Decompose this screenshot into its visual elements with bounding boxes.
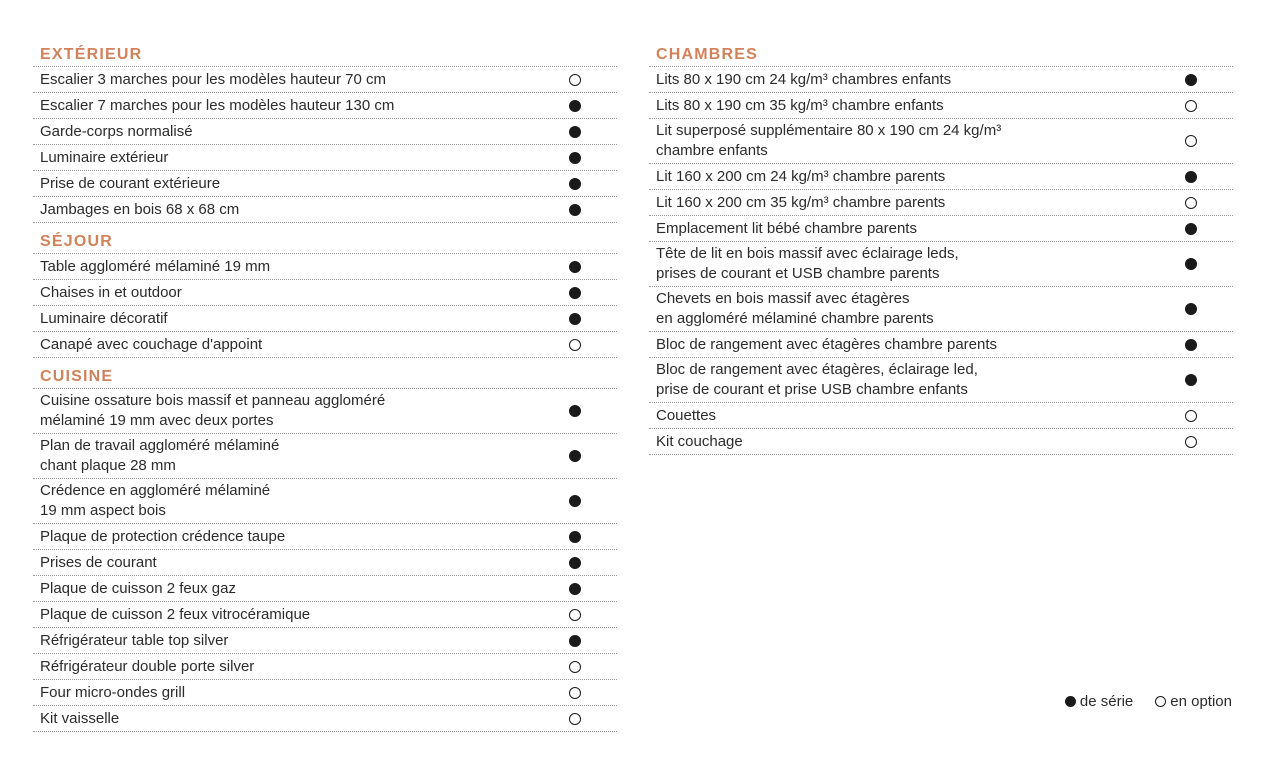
section-title: CHAMBRES bbox=[656, 46, 759, 63]
equipment-label: Kit vaisselle bbox=[40, 709, 120, 727]
equipment-row bbox=[33, 576, 617, 602]
equipment-row bbox=[649, 119, 1233, 164]
equipment-label: Lit 160 x 200 cm 35 kg/m³ chambre parents bbox=[656, 193, 946, 211]
equipment-row bbox=[33, 145, 617, 171]
equipment-label: Table aggloméré mélaminé 19 mm bbox=[40, 257, 271, 275]
hollow-circle-icon bbox=[1185, 135, 1197, 147]
section bbox=[33, 231, 617, 358]
equipment-row bbox=[33, 628, 617, 654]
equipment-row bbox=[33, 389, 617, 434]
equipment-label: Réfrigérateur table top silver bbox=[40, 631, 229, 649]
equipment-label: Lit 160 x 200 cm 24 kg/m³ chambre parents bbox=[656, 167, 946, 185]
hollow-circle-icon bbox=[569, 339, 581, 351]
equipment-label: Lits 80 x 190 cm 24 kg/m³ chambres enfants bbox=[656, 70, 952, 88]
filled-circle-icon bbox=[569, 100, 581, 112]
equipment-row bbox=[649, 67, 1233, 93]
equipment-row bbox=[649, 242, 1233, 287]
filled-circle-icon bbox=[1065, 696, 1076, 707]
equipment-row bbox=[33, 254, 617, 280]
equipment-label: Canapé avec couchage d'appoint bbox=[40, 335, 263, 353]
equipment-label: Chaises in et outdoor bbox=[40, 283, 182, 301]
equipment-label: Luminaire extérieur bbox=[40, 148, 169, 166]
equipment-row bbox=[33, 306, 617, 332]
equipment-label: Emplacement lit bébé chambre parents bbox=[656, 219, 917, 237]
equipment-label: Plan de travail aggloméré mélaminé chant plaque 28 mm bbox=[40, 437, 280, 474]
hollow-circle-icon bbox=[569, 661, 581, 673]
section-title: SÉJOUR bbox=[40, 233, 113, 250]
hollow-circle-icon bbox=[1185, 197, 1197, 209]
equipment-row bbox=[649, 93, 1233, 119]
section bbox=[33, 44, 617, 223]
equipment-label: Chevets en bois massif avec étagères en aggloméré mélaminé chambre parents bbox=[656, 290, 934, 327]
equipment-label: Réfrigérateur double porte silver bbox=[40, 657, 255, 675]
hollow-circle-icon bbox=[569, 609, 581, 621]
equipment-label: Garde-corps normalisé bbox=[40, 122, 193, 140]
filled-circle-icon bbox=[1185, 339, 1197, 351]
equipment-label: Prises de courant bbox=[40, 553, 157, 571]
filled-circle-icon bbox=[569, 583, 581, 595]
legend bbox=[1065, 693, 1232, 710]
hollow-circle-icon bbox=[1185, 410, 1197, 422]
equipment-label: Escalier 3 marches pour les modèles hauteur 70 cm bbox=[40, 70, 386, 88]
equipment-row bbox=[33, 524, 617, 550]
equipment-label: Kit couchage bbox=[656, 432, 743, 450]
right-column bbox=[649, 44, 1233, 455]
equipment-row bbox=[649, 332, 1233, 358]
filled-circle-icon bbox=[1185, 74, 1197, 86]
equipment-list bbox=[33, 253, 617, 358]
equipment-label: Prise de courant extérieure bbox=[40, 174, 221, 192]
filled-circle-icon bbox=[1185, 223, 1197, 235]
filled-circle-icon bbox=[569, 531, 581, 543]
legend-standard bbox=[1065, 693, 1133, 710]
equipment-label: Cuisine ossature bois massif et panneau aggloméré mélaminé 19 mm avec deux portes bbox=[40, 392, 386, 429]
filled-circle-icon bbox=[569, 178, 581, 190]
section-title: EXTÉRIEUR bbox=[40, 46, 143, 63]
equipment-label: Plaque de protection crédence taupe bbox=[40, 527, 286, 545]
section bbox=[649, 44, 1233, 455]
equipment-label: Escalier 7 marches pour les modèles hauteur 130 cm bbox=[40, 96, 395, 114]
filled-circle-icon bbox=[569, 152, 581, 164]
equipment-row bbox=[33, 434, 617, 479]
left-column bbox=[33, 44, 617, 732]
equipment-row bbox=[33, 171, 617, 197]
hollow-circle-icon bbox=[1185, 436, 1197, 448]
equipment-row bbox=[33, 93, 617, 119]
filled-circle-icon bbox=[1185, 374, 1197, 386]
filled-circle-icon bbox=[569, 287, 581, 299]
equipment-row bbox=[649, 216, 1233, 242]
equipment-label: Jambages en bois 68 x 68 cm bbox=[40, 200, 240, 218]
equipment-row bbox=[33, 280, 617, 306]
hollow-circle-icon bbox=[569, 74, 581, 86]
equipment-label: Plaque de cuisson 2 feux gaz bbox=[40, 579, 236, 597]
equipment-label: Bloc de rangement avec étagères chambre parents bbox=[656, 335, 998, 353]
equipment-list bbox=[33, 66, 617, 223]
equipment-label: Crédence en aggloméré mélaminé 19 mm aspect bois bbox=[40, 482, 271, 519]
equipment-row bbox=[649, 403, 1233, 429]
hollow-circle-icon bbox=[569, 687, 581, 699]
equipment-row bbox=[33, 550, 617, 576]
equipment-label: Couettes bbox=[656, 406, 717, 424]
section-title: CUISINE bbox=[40, 368, 114, 385]
filled-circle-icon bbox=[569, 126, 581, 138]
legend-standard-label: de série bbox=[1079, 693, 1134, 710]
equipment-row bbox=[33, 680, 617, 706]
equipment-row bbox=[649, 287, 1233, 332]
hollow-circle-icon bbox=[569, 713, 581, 725]
filled-circle-icon bbox=[569, 450, 581, 462]
filled-circle-icon bbox=[569, 557, 581, 569]
filled-circle-icon bbox=[569, 635, 581, 647]
equipment-row bbox=[33, 67, 617, 93]
filled-circle-icon bbox=[569, 495, 581, 507]
hollow-circle-icon bbox=[1185, 100, 1197, 112]
equipment-row bbox=[33, 479, 617, 524]
equipment-row bbox=[33, 602, 617, 628]
equipment-row bbox=[33, 119, 617, 145]
equipment-row bbox=[649, 358, 1233, 403]
equipment-row bbox=[649, 164, 1233, 190]
equipment-label: Bloc de rangement avec étagères, éclairage led, prise de courant et prise USB chambre enfants bbox=[656, 361, 978, 398]
filled-circle-icon bbox=[569, 313, 581, 325]
equipment-label: Plaque de cuisson 2 feux vitrocéramique bbox=[40, 605, 311, 623]
equipment-row bbox=[649, 429, 1233, 455]
filled-circle-icon bbox=[1185, 303, 1197, 315]
hollow-circle-icon bbox=[1155, 696, 1166, 707]
filled-circle-icon bbox=[569, 204, 581, 216]
equipment-list bbox=[649, 66, 1233, 455]
equipment-label: Lits 80 x 190 cm 35 kg/m³ chambre enfants bbox=[656, 96, 944, 114]
filled-circle-icon bbox=[569, 405, 581, 417]
equipment-row bbox=[33, 706, 617, 732]
equipment-row bbox=[33, 654, 617, 680]
equipment-row bbox=[33, 332, 617, 358]
equipment-row bbox=[649, 190, 1233, 216]
filled-circle-icon bbox=[1185, 171, 1197, 183]
section bbox=[33, 366, 617, 732]
equipment-label: Luminaire décoratif bbox=[40, 309, 168, 327]
filled-circle-icon bbox=[1185, 258, 1197, 270]
equipment-row bbox=[33, 197, 617, 223]
equipment-label: Four micro-ondes grill bbox=[40, 683, 186, 701]
filled-circle-icon bbox=[569, 261, 581, 273]
legend-option bbox=[1155, 693, 1232, 710]
equipment-label: Tête de lit en bois massif avec éclairage leds, prises de courant et USB chambre parents bbox=[656, 245, 959, 282]
legend-option-label: en option bbox=[1170, 693, 1232, 710]
equipment-list bbox=[33, 388, 617, 732]
equipment-label: Lit superposé supplémentaire 80 x 190 cm 24 kg/m³ chambre enfants bbox=[656, 122, 1002, 159]
